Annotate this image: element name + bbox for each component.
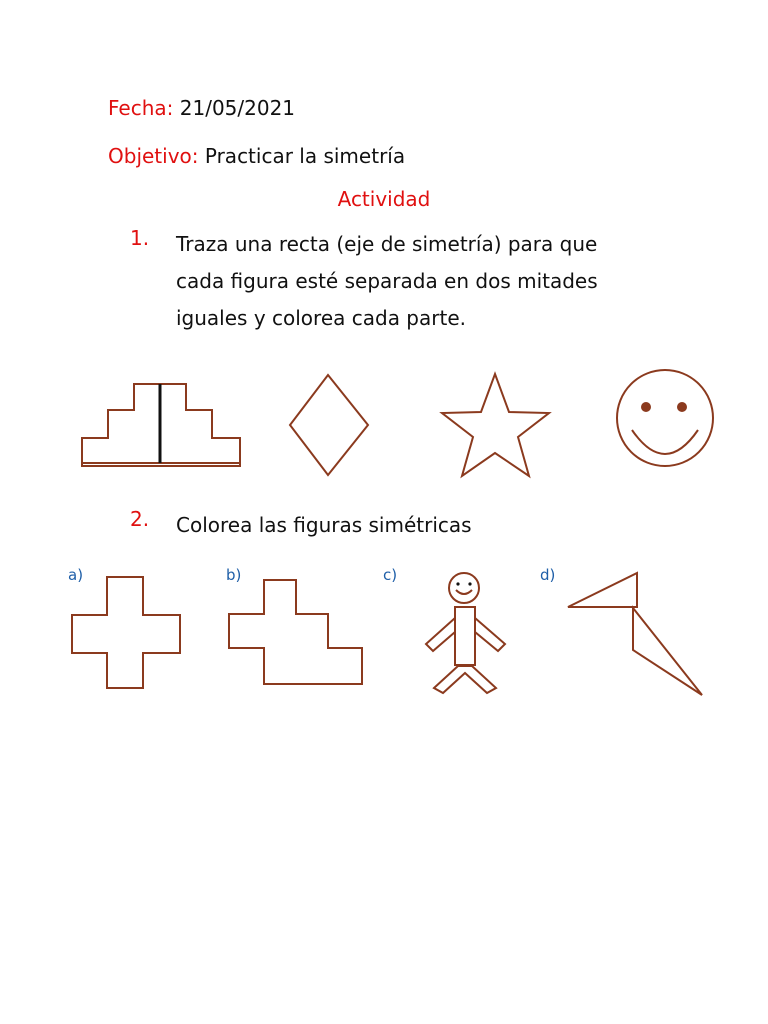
stepped-pyramid-shape[interactable] [82,384,240,466]
rhombus-shape[interactable] [290,375,368,475]
option-c-label: c) [383,566,398,584]
stick-figure-eyes [456,582,471,585]
task-2-text: Colorea las figuras simétricas [176,513,472,537]
date-value: 21/05/2021 [179,96,296,120]
objective-value: Practicar la simetría [204,144,406,168]
activity-title: Actividad [337,187,431,211]
task-2-number: 2. [130,507,150,531]
triangles-shape[interactable] [568,573,702,695]
date-label: Fecha: [108,96,174,120]
cross-shape[interactable] [72,577,180,688]
star-shape[interactable] [442,374,549,476]
task-1-line: Traza una recta (eje de simetría) para que [176,232,598,256]
step-shape[interactable] [229,580,362,684]
task-1-line: cada figura esté separada en dos mitades [176,269,598,293]
stick-figure-shape[interactable] [426,573,505,693]
task-1-number: 1. [130,226,150,250]
task-1-line: iguales y colorea cada parte. [176,306,466,330]
option-b-label: b) [226,566,242,584]
option-d-label: d) [540,566,556,584]
option-a-label: a) [68,566,84,584]
smiley-face-shape[interactable] [617,370,713,466]
objective-label: Objetivo: [108,144,199,168]
smiley-eyes [641,402,687,412]
